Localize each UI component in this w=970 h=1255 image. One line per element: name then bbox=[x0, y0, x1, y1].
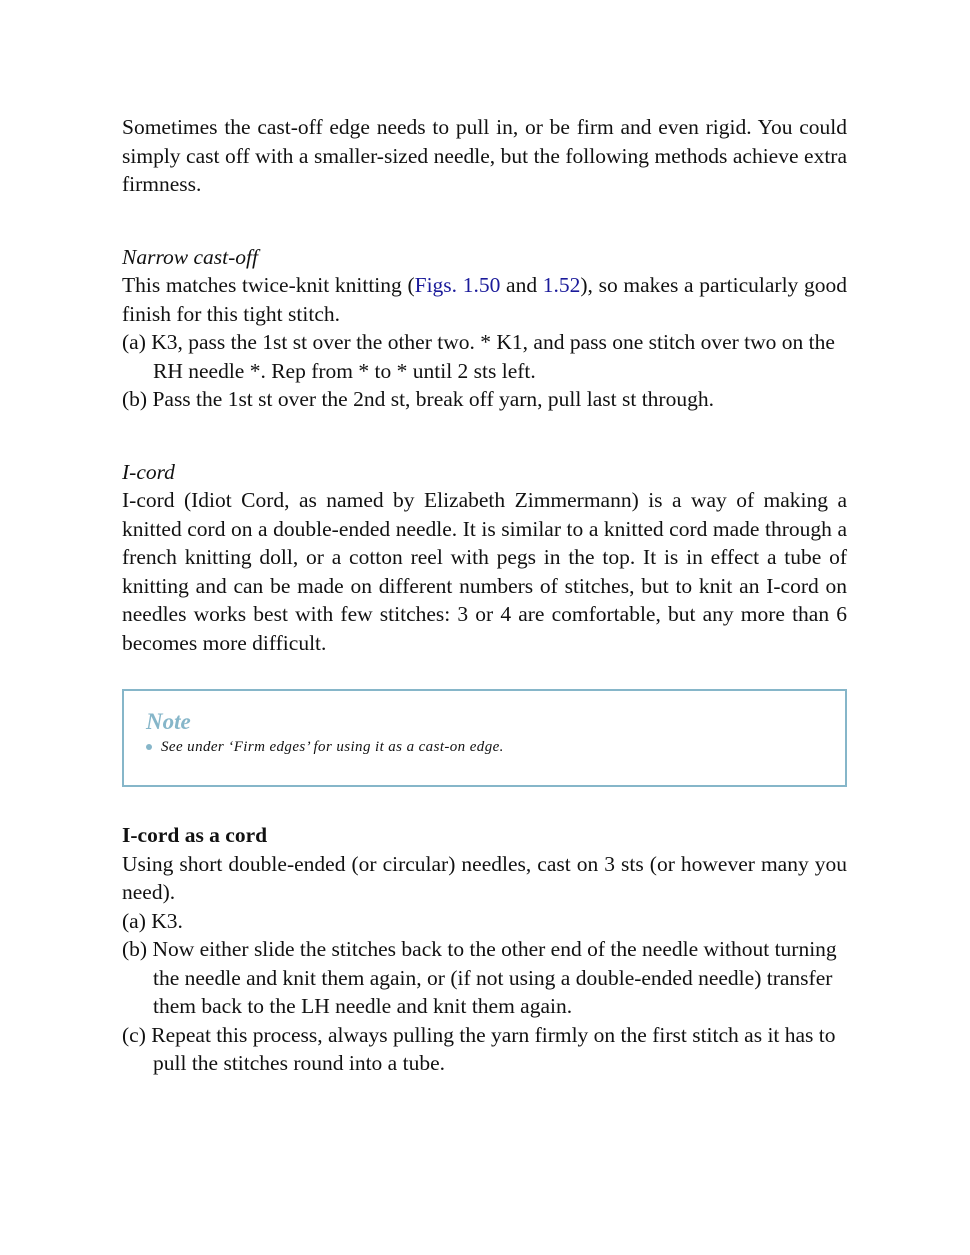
paragraph-text: ), so makes a particularly good finish for this tight stitch. bbox=[122, 273, 847, 326]
note-box bbox=[122, 689, 847, 787]
i-cord-heading: I-cord bbox=[122, 459, 175, 484]
bullet-icon bbox=[146, 744, 152, 750]
i-cord-paragraph: I-cord (Idiot Cord, as named by Elizabeth Zimmermann) is a way of making a knitted cord on a double-ended needle. It is similar to a knitted cord made through a french knitting doll, or a cotton reel with pegs in the top. It is in effect a tube of knitting and can be made on different numbers of stitches, but to knit an I-cord on needles works best with few stitches: 3 or 4 are comfortable, but any more than 6 becomes more difficult. bbox=[122, 488, 847, 655]
paragraph-text: and bbox=[500, 273, 543, 297]
spacer bbox=[122, 414, 847, 458]
document-page bbox=[122, 113, 847, 1078]
step-item: (c) Repeat this process, always pulling the yarn firmly on the first stitch as it has to pull the stitches round into a tube. bbox=[122, 1022, 836, 1075]
spacer bbox=[122, 787, 847, 821]
spacer bbox=[122, 199, 847, 243]
note-item bbox=[146, 737, 823, 757]
figure-link-1-52[interactable]: 1.52 bbox=[542, 273, 581, 297]
i-cord-as-cord-paragraph: Using short double-ended (or circular) needles, cast on 3 sts (or however many you need). bbox=[122, 851, 847, 904]
step-item: (b) Pass the 1st st over the 2nd st, break off yarn, pull last st through. bbox=[122, 387, 714, 411]
intro-paragraph: Sometimes the cast-off edge needs to pull in, or be firm and even rigid. You could simply cast off with a smaller-sized needle, but the following methods achieve extra firmness. bbox=[122, 115, 847, 196]
narrow-cast-off-paragraph bbox=[122, 271, 847, 328]
step-item: (a) K3. bbox=[122, 908, 183, 933]
paragraph-text: This matches twice-knit knitting ( bbox=[122, 273, 415, 297]
i-cord-as-cord-heading: I-cord as a cord bbox=[122, 823, 268, 847]
note-title: Note bbox=[146, 709, 191, 734]
note-item-text: See under ‘Firm edges’ for using it as a cast-on edge. bbox=[161, 739, 504, 755]
figure-link-1-50[interactable]: Figs. 1.50 bbox=[414, 273, 501, 297]
step-item: (a) K3, pass the 1st st over the other two. * K1, and pass one stitch over two on the RH needle *. Rep from * to * until 2 sts left. bbox=[122, 330, 835, 383]
step-item: (b) Now either slide the stitches back to the other end of the needle without turning the needle and knit them again, or (if not using a double-ended needle) transfer them back to the LH needle and knit them again. bbox=[122, 937, 837, 1018]
narrow-cast-off-heading: Narrow cast-off bbox=[122, 244, 258, 269]
